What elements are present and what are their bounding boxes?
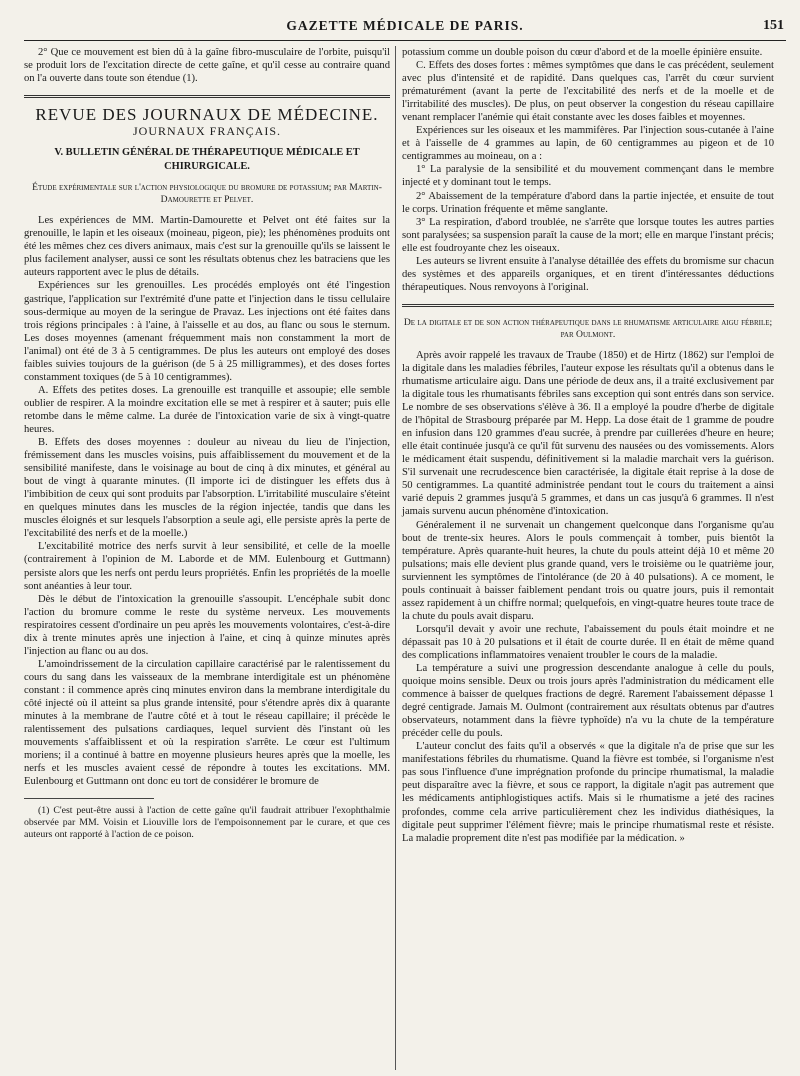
article-subtitle: Étude expérimentale sur l'action physiologique du bromure de potassium; par Martin-Damourette et Pelvet.	[32, 182, 382, 206]
page-header	[24, 14, 786, 41]
footnote-rule	[24, 798, 154, 799]
paragraph: L'excitabilité motrice des nerfs survit à leur sensibilité, et celle de la moelle (contrairement à l'opinion de M. Laborde et de MM. Eulenbourg et Guttmann) persiste alors que les nerfs ont perdu leurs propriétés. Enfin les propriétés de la moelle sont anéanties à leur tour.	[24, 541, 390, 592]
paragraph: A. Effets des petites doses. La grenouille est tranquille et assoupie; elle semble oublier de respirer. A la moindre excitation elle se met à respirer et à sauter; puis elle retombe dans le même calme. La durée de l'intoxication varie de six à vingt-quatre heures.	[24, 384, 390, 435]
intro-paragraph: 2° Que ce mouvement est bien dû à la gaîne fibro-musculaire de l'orbite, puisqu'il se produit lors de l'excitation directe de cette gaîne, et qu'il cesse au contraire quand on l'a ouverte dans toute son étendue (1).	[24, 47, 390, 85]
article-title: V. BULLETIN GÉNÉRAL DE THÉRAPEUTIQUE MÉDICALE ET CHIRURGICALE.	[54, 147, 360, 173]
paragraph: Les expériences de MM. Martin-Damourette et Pelvet ont été faites sur la grenouille, le lapin et les oiseaux (moineau, pigeon, pie); les phénomènes produits ont été les mêmes chez ces divers animaux, mais c'est sur la grenouille qu'ils se laissent le plus facilement analyser, aussi ce sont les résultats obtenus chez les batraciens que les auteurs rapportent avec le plus de détails.	[24, 215, 390, 279]
paragraph: C. Effets des doses fortes : mêmes symptômes que dans le cas précédent, seulement avec plus d'intensité et de rapidité. Dans quelques cas, l'arrêt du cœur survient prématurément (avant la perte de l'excitabilité des nerfs et de la moelle et de l'irritabilité des muscles). De plus, on peut observer la congestion du réseau capillaire venant remplacer l'anémie qui était constante avec les doses faibles et moyennes.	[402, 60, 774, 124]
article-subtitle: De la digitale et de son action thérapeutique dans le rhumatisme articulaire aigu fébrile; par Oulmont.	[403, 316, 773, 340]
journal-title: GAZETTE MÉDICALE DE PARIS.	[286, 18, 524, 33]
paragraph: L'amoindrissement de la circulation capillaire caractérisé par le ralentissement du cours du sang dans les vaisseaux de la membrane interdigitale est un phénomène constant : il commence après cinq minutes environ dans la membrane interdigitale du côté injecté où il atteint sa plus grande intensité, pour s'étendre après dix à quarante minutes à la membrane de l'autre côté et à tout le réseau capillaire; il précède le ralentissement des pulsations cardiaques, lequel survient dès l'instant où les mouvements s'affaiblissent et où la respiration s'arrête. Le cœur est l'ultimum moriens; il a continué à battre en moyenne plusieurs heures après que la moelle, les nerfs et les muscles avaient cessé de répondre à toutes les excitations. MM. Eulenbourg et Guttmann ont donc eu tort de considérer le bromure de	[24, 658, 390, 788]
footnote: (1) C'est peut-être aussi à l'action de cette gaîne qu'il faudrait attribuer l'exophthalmie observée par MM. Voisin et Liouville lors de l'empoisonnement par le curare, et que ces auteurs ont rapporté à l'action de ce poison.	[24, 805, 390, 841]
page-number: 151	[763, 18, 784, 33]
section-subtitle: JOURNAUX FRANÇAIS.	[132, 124, 282, 139]
paragraph: Les auteurs se livrent ensuite à l'analyse détaillée des effets du bromisme sur chacun des systèmes et des appareils organiques, et en tirent d'intéressantes déductions thérapeutiques. Nous renvoyons à l'original.	[402, 255, 774, 293]
right-column	[402, 46, 774, 845]
paragraph: Expériences sur les grenouilles. Les procédés employés ont été l'ingestion gastrique, l'application sur l'extrémité d'une patte et l'injection dans le tissu cellulaire sous-dermique au moyen de la seringue de Pravaz. Les injections ont été faites dans trois régions principales : à l'aine, à l'aisselle et au dos, au flanc ou sous le sternum. Les doses moyennes (amenant fréquemment mais non constamment la mort de l'animal) ont été de 3 à 5 centigrammes. De plus les auteurs ont employé des doses faibles suivies toujours de la guérison (de 5 à 25 milligrammes), et des doses fortes constamment toxiques (de 5 à 10 centigrammes).	[24, 280, 390, 383]
paragraph: B. Effets des doses moyennes : douleur au niveau du lieu de l'injection, frémissement dans les muscles voisins, puis affaiblissement du mouvement et de la sensibilité manifeste, dans le voisinage au bout de cinq à dix minutes, et général au bout de vingt à quarante minutes. (Il importe ici de distinguer les effets dus à l'imbibition de ceux qui sont produits par l'absorption. L'irritabilité musculaire s'éteint en quelques minutes dans les muscles de la région injectée, tandis que dans les muscles éloignés et sur lesquels l'absorption a seule agi, elle persiste après la perte de l'excitabilité des nerfs et de la moelle.)	[24, 437, 390, 540]
paragraph: 2° Abaissement de la température d'abord dans la partie injectée, et ensuite de tout le corps. Urination fréquente et même sanglante.	[402, 190, 774, 215]
paragraph: Lorsqu'il devait y avoir une rechute, l'abaissement du pouls était moindre et ne dépassait pas 10 à 20 pulsations et il était de courte durée. Il en était de même quand des complications inflammatoires venaient troubler le cours de la maladie.	[402, 623, 774, 661]
paragraph: Dès le début de l'intoxication la grenouille s'assoupit. L'encéphale subit donc l'action du bromure comme le reste du système nerveux. Les mouvements respiratoires cessent d'ordinaire un peu après les mouvements volontaires, c'est-à-dire dix à trente minutes après une injection à l'aine, et cinq à quinze minutes après l'injection au flanc ou au dos.	[24, 593, 390, 657]
article-rule	[402, 304, 774, 307]
paragraph: La température a suivi une progression descendante analogue à celle du pouls, quoique moins sensible. Deux ou trois jours après l'administration du médicament elle commence à baisser de quelques fractions de degré. Rarement l'abaissement dépasse 1 degré centigrade. Jamais M. Oulmont (contrairement aux résultats obtenus par d'autres observateurs, notamment dans la fièvre typhoïde) n'a vu la chute de la température précéder celle du pouls.	[402, 663, 774, 740]
paragraph: L'auteur conclut des faits qu'il a observés « que la digitale n'a de prise que sur les manifestations fébriles du rhumatisme. Quand la fièvre est tombée, si l'organisme n'est pas sous l'influence d'une imprégnation profonde du principe rhumatismal, la maladie peut disparaître avec la fièvre, et sous ce rapport, la digitale n'agit pas autrement que les médicaments antiphlogistiques actifs. Mais si le rhumatisme a jeté des racines profondes, comme cela arrive particulièrement chez les individus diathésiques, la digitale peut supprimer l'élément fièvre; mais le principe rhumatismal reste et résiste. La maladie proprement dite n'est pas modifiée par la médication. »	[402, 741, 774, 844]
paragraph: Généralement il ne survenait un changement quelconque dans l'organisme qu'au bout de trente-six heures. Alors le pouls commençait à tomber, puis bientôt la température. Après quarante-huit heures, la chute du pouls atteint déjà 10 et même 20 pulsations; mais elle devient plus grande quand, vers le troisième ou le quatrième jour, surviennent les symptômes de l'intolérance (de 20 à 40 pulsations). A ce moment, le pouls continuait à baisser faiblement pendant trois ou quatre jours, puis il remontait assez rapidement à un chiffre normal; quelquefois, en vingt-quatre heures toute trace de la chute du pouls avait disparu.	[402, 519, 774, 622]
paragraph: potassium comme un double poison du cœur d'abord et de la moelle épinière ensuite.	[402, 47, 763, 58]
column-divider	[395, 46, 396, 1070]
left-column	[24, 46, 390, 841]
section-rule	[24, 95, 390, 98]
paragraph: Après avoir rappelé les travaux de Traube (1850) et de Hirtz (1862) sur l'emploi de la digitale dans les maladies fébriles, l'auteur expose les résultats qu'il a obtenus dans le rhumatisme articulaire aigu. Dans une période de deux ans, il a traité exclusivement par la digitale tous les rhumatisants fébriles sans exception qui sont entrés dans son service. Le nombre de ses observations s'élève à 36. Il a employé la poudre d'herbe de digitale de l'hôpital de Strasbourg préparée par M. Hepp. La dose était de 1 gramme de poudre en infusion dans 120 grammes d'eau sucrée, à prendre par cuillerées d'heure en heure; elle était continuée jusqu'à ce qu'il fût survenu des nausées ou des vomissements. Alors le médicament était suspendu, définitivement si la maladie marchait vers la guérison. S'il survenait une recrudescence bien caractérisée, la digitale était reprise à la dose de 50 centigrammes. La quantité administrée pendant tout le cours du traitement a ainsi varié depuis 2 grammes jusqu'à 5 grammes, et dans un cas jusqu'à 6 grammes. Il n'est jamais survenu aucun phénomène d'intoxication.	[402, 349, 774, 518]
paragraph: Expériences sur les oiseaux et les mammifères. Par l'injection sous-cutanée à l'aine et à l'aisselle de 4 grammes au lapin, de 60 centigrammes au pigeon et de 10 centigrammes au moineau, on a :	[402, 125, 774, 163]
paragraph: 1° La paralysie de la sensibilité et du mouvement commençant dans le membre injecté et y dominant tout le temps.	[402, 164, 774, 189]
section-title: REVUE DES JOURNAUX DE MÉDECINE.	[35, 105, 379, 125]
paragraph: 3° La respiration, d'abord troublée, ne s'arrête que lorsque toutes les autres parties sont paralysées; sa suspension paraît la cause de la mort; elle en marque l'instant précis; elle est foudroyante chez les oiseaux.	[402, 216, 774, 254]
